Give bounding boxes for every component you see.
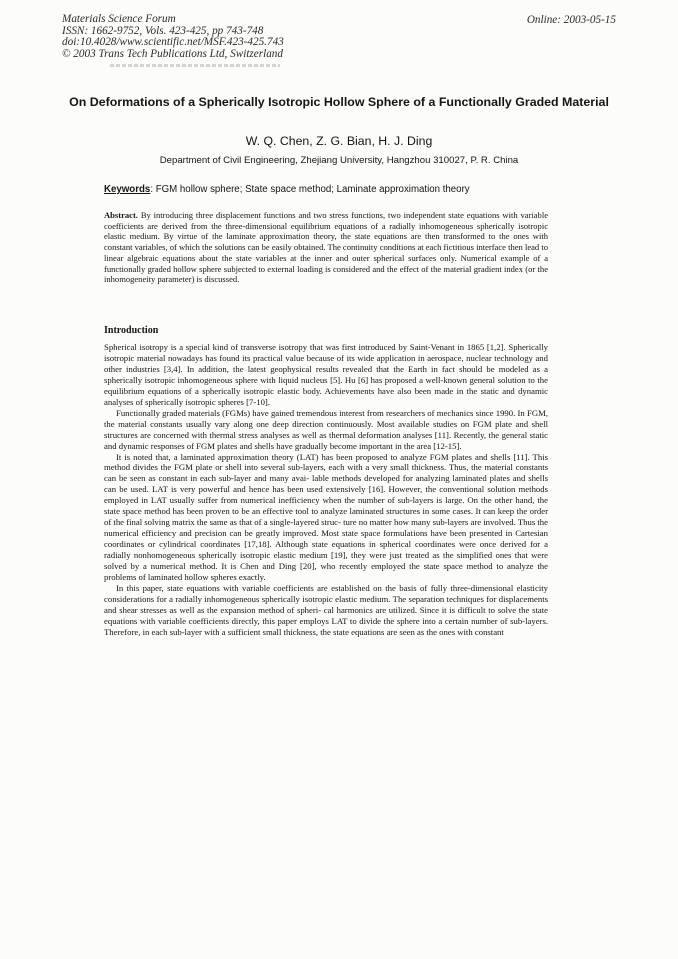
keywords-label: Keywords: [104, 184, 151, 195]
paragraph: It is noted that, a laminated approximation theory (LAT) has been proposed to analyze FGM plates and shells [11]. This method divides the FGM plate or shell into several sub-layers, each with a very small thickness. Thus, the material constants can be seen as constant in each sub-layer and many avai- lable methods developed for analyzing laminated plates and shells can be used. LAT is very powerful and hence has been used extensively [16]. However, the conventional solution methods employed in LAT usually suffer from numerical inefficiency when the number of sub-layers is large. On the other hand, the state space method has been proven to be an effective tool to analyze laminated structures in some cases. It can keep the order of the final solving matrix the same as that of a single-layered struc- ture no matter how many sub-layers are involved. Thus the numerical efficiency and precision can be greatly improved. Most state space formulations have been presented in Cartesian coordinates or cylindrical coordinates [17,18]. Although state equations in spherical coordinates were once derived for a radially nonhomogeneous spherically isotropic elastic medium [19], they were just treated as the simplified ones that were solved by a numerical method. It is Chen and Ding [20], who recently employed the state space method to analyze the problems of laminated hollow spheres exactly.: [104, 451, 548, 583]
abstract-text: By introducing three displacement functions and two stress functions, two independent state equations with variable coefficients are derived from the three-dimensional equilibrium equations of a radially inhomogeneous spherically isotropic elastic medium. By virtue of the laminate approximation theory, the state equations are then transformed to the ones with constant variables, of which the solutions can be easily obtained. The continuity conditions at each fictitious interface then lead to linear algebraic equations about the state variables at the inner and outer spherical surfaces only. Numerical example of a functionally graded hollow sphere subjected to external loading is considered and the effect of the material gradient index (or the inhomogeneity parameter) is discussed.: [104, 210, 548, 285]
paragraph: Spherical isotropy is a special kind of transverse isotropy that was first introduced by Saint-Venant in 1865 [1,2]. Spherically isotropic material nowadays has found its practical value because of its wide application in aerospace, nuclear technology and other industries [3,4]. In addition, the latest geophysical results revealed that the Earth in fact should be modeled as a spherically isotropic inhomogeneous sphere with liquid nucleus [5]. Hu [6] has proposed a well-known general solution to the equilibrium equations of a spherically isotropic elastic body. Achievements have also been made in the static and dynamic analyses of spherically isotropic spheres [7-10].: [104, 342, 548, 407]
online-date: Online: 2003-05-15: [526, 14, 616, 26]
abstract-label: Abstract.: [104, 210, 138, 220]
faint-ghost-line: [110, 64, 280, 67]
keywords-text: FGM hollow sphere; State space method; Laminate approximation theory: [155, 184, 470, 195]
abstract: [104, 210, 548, 285]
introduction-body: [104, 342, 548, 638]
paragraph: Functionally graded materials (FGMs) have gained tremendous interest from researchers of mechanics since 1990. In FGM, the material constants usually vary along one deep direction continuously. Most available studies on FGM plate and shell structures are concerned with thermal stress analyses as well as thermal deformation analyses [11]. Recently, the general static and dynamic responses of FGM plates and shells have gradually become important in the area [12-15].: [104, 407, 548, 451]
issn-line: ISSN: 1662-9752, Vols. 423-425, pp 743-748: [62, 24, 264, 37]
journal-header: [62, 14, 284, 60]
journal-name: Materials Science Forum: [62, 13, 176, 25]
copyright-line: © 2003 Trans Tech Publications Ltd, Switzerland: [62, 47, 283, 60]
paper-title: On Deformations of a Spherically Isotropic Hollow Sphere of a Functionally Graded Material: [69, 95, 609, 109]
keywords: Keywords: FGM hollow sphere; State space method; Laminate approximation theory: [104, 184, 470, 195]
affiliation: Department of Civil Engineering, Zhejiang University, Hangzhou 310027, P. R. China: [159, 155, 519, 166]
doi-line[interactable]: doi:10.4028/www.scientific.net/MSF.423-425.743: [62, 36, 284, 49]
paragraph: In this paper, state equations with variable coefficients are established on the basis of fully three-dimensional elasticity considerations for a radially inhomogeneous spherically isotropic elastic medium. The separation techniques for displacements and shear stresses as well as the expansion method of spheri- cal harmonics are utilized. Since it is difficult to solve the state equations with variable coefficients directly, this paper employs LAT to divide the sphere into a certain number of sub-layers. Therefore, in each sub-layer with a sufficient small thickness, the state equations are seen as the ones with constant: [104, 582, 548, 637]
introduction-heading: Introduction: [104, 325, 159, 336]
authors: W. Q. Chen, Z. G. Bian, H. J. Ding: [245, 134, 433, 148]
